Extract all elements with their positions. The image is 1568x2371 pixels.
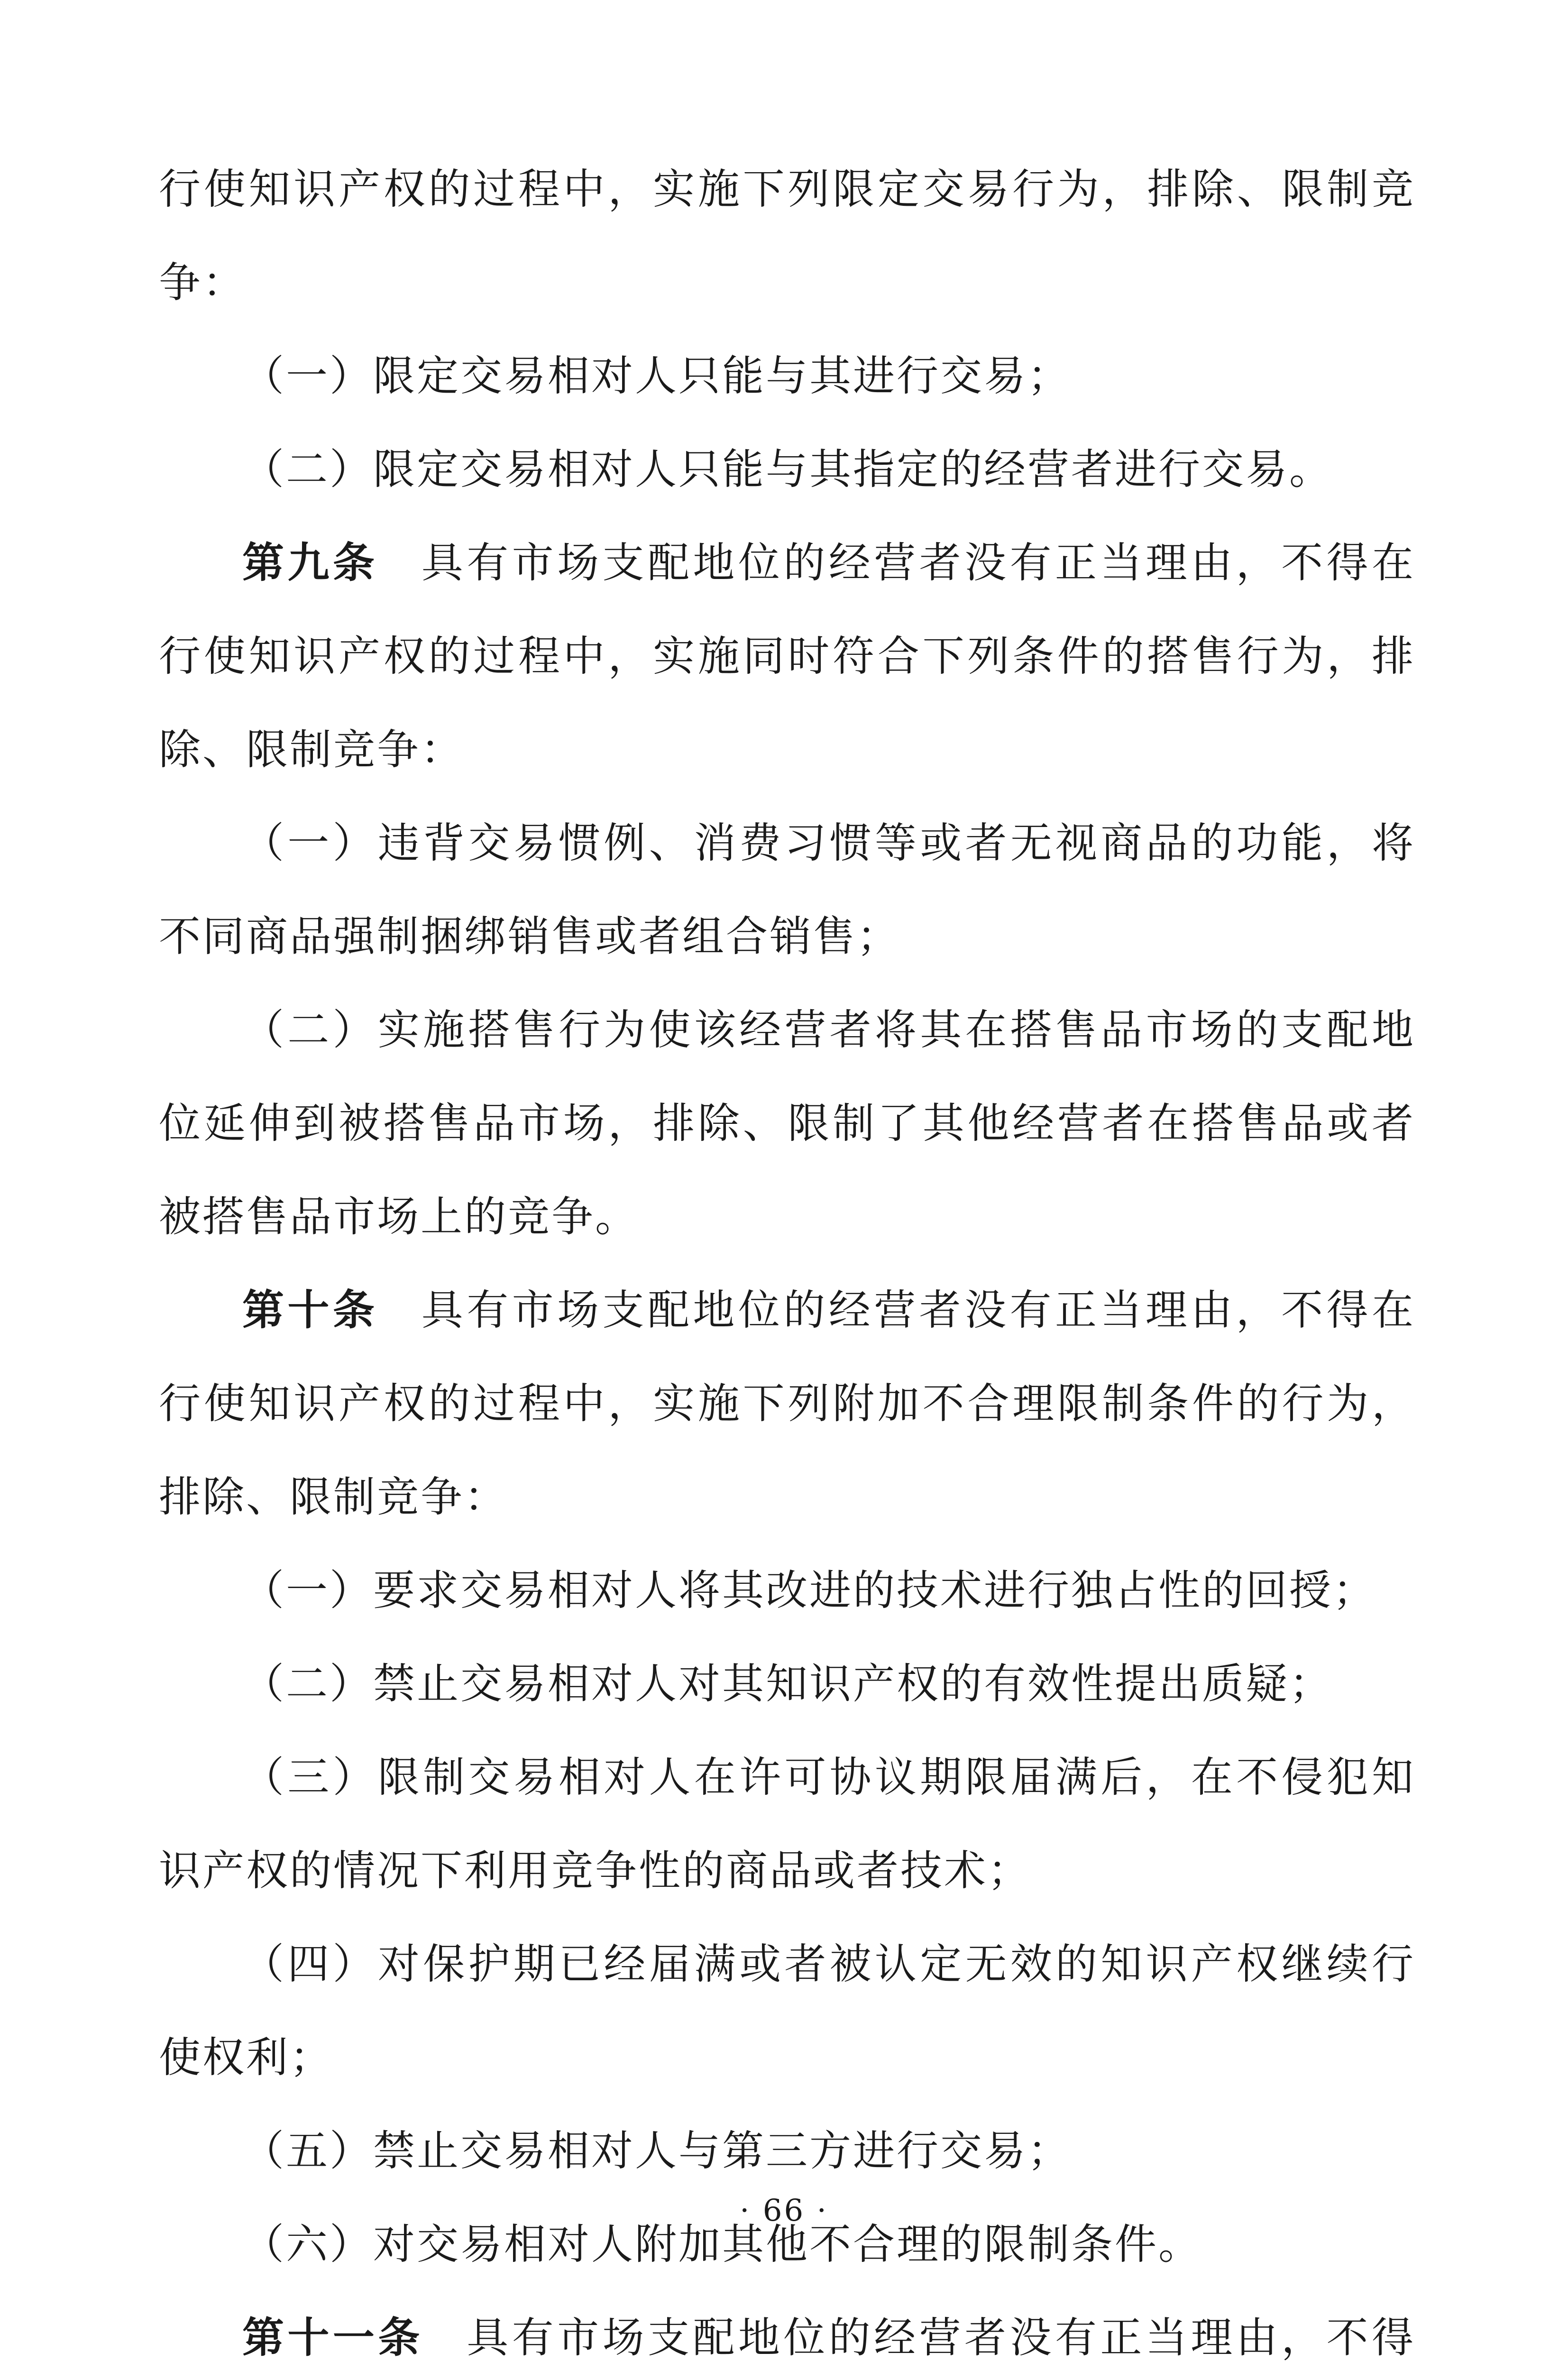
paragraph-text: （一）要求交易相对人将其改进的技术进行独占性的回授； bbox=[242, 1566, 1377, 1615]
page-number: · 66 · bbox=[740, 2193, 828, 2228]
paragraph-text: （六）对交易相对人附加其他不合理的限制条件。 bbox=[242, 2220, 1202, 2269]
article-9 bbox=[159, 516, 1415, 796]
paragraph-12 bbox=[159, 2104, 1415, 2197]
paragraph-1 bbox=[159, 142, 1415, 329]
article-11 bbox=[159, 2291, 1415, 2371]
paragraph-text: 具有市场支配地位的经营者没有正当理由，不得 bbox=[465, 2313, 1415, 2362]
paragraph-11 bbox=[159, 1917, 1415, 2104]
paragraph-10 bbox=[159, 1730, 1415, 1917]
article-heading: 第十一条 bbox=[242, 2313, 423, 2362]
article-10 bbox=[159, 1263, 1415, 1544]
paragraph-9 bbox=[159, 1637, 1415, 1730]
paragraph-text: 具有市场支配地位的经营者没有正当理由，不得在行使知识产权的过程中，实施同时符合下列条件的搭售行为，排除、限制竞争： bbox=[159, 538, 1415, 774]
paragraph-text: 具有市场支配地位的经营者没有正当理由，不得在行使知识产权的过程中，实施下列附加不合理限制条件的行为，排除、限制竞争： bbox=[159, 1286, 1415, 1521]
paragraph-8 bbox=[159, 1544, 1415, 1637]
paragraph-text: （一）违背交易惯例、消费习惯等或者无视商品的功能，将不同商品强制捆绑销售或者组合销售； bbox=[159, 818, 1415, 961]
body-text bbox=[159, 142, 1415, 2371]
paragraph-3 bbox=[159, 423, 1415, 516]
paragraph-2 bbox=[159, 329, 1415, 423]
paragraph-text: （五）禁止交易相对人与第三方进行交易； bbox=[242, 2126, 1072, 2175]
paragraph-text: （二）禁止交易相对人对其知识产权的有效性提出质疑； bbox=[242, 1659, 1333, 1708]
paragraph-text: 行使知识产权的过程中，实施下列限定交易行为，排除、限制竞争： bbox=[159, 165, 1415, 307]
paragraph-text: （四）对保护期已经届满或者被认定无效的知识产权继续行使权利； bbox=[159, 1939, 1415, 2082]
article-heading: 第九条 bbox=[242, 538, 378, 587]
article-heading: 第十条 bbox=[242, 1286, 378, 1334]
paragraph-5 bbox=[159, 796, 1415, 983]
paragraph-text: （三）限制交易相对人在许可协议期限届满后，在不侵犯知识产权的情况下利用竞争性的商品或者技术； bbox=[159, 1753, 1415, 1895]
paragraph-text: （二）实施搭售行为使该经营者将其在搭售品市场的支配地位延伸到被搭售品市场，排除、限制了其他经营者在搭售品或者被搭售品市场上的竞争。 bbox=[159, 1005, 1415, 1241]
paragraph-text: （一）限定交易相对人只能与其进行交易； bbox=[242, 351, 1072, 400]
paragraph-text: （二）限定交易相对人只能与其指定的经营者进行交易。 bbox=[242, 445, 1333, 494]
paragraph-6 bbox=[159, 983, 1415, 1263]
